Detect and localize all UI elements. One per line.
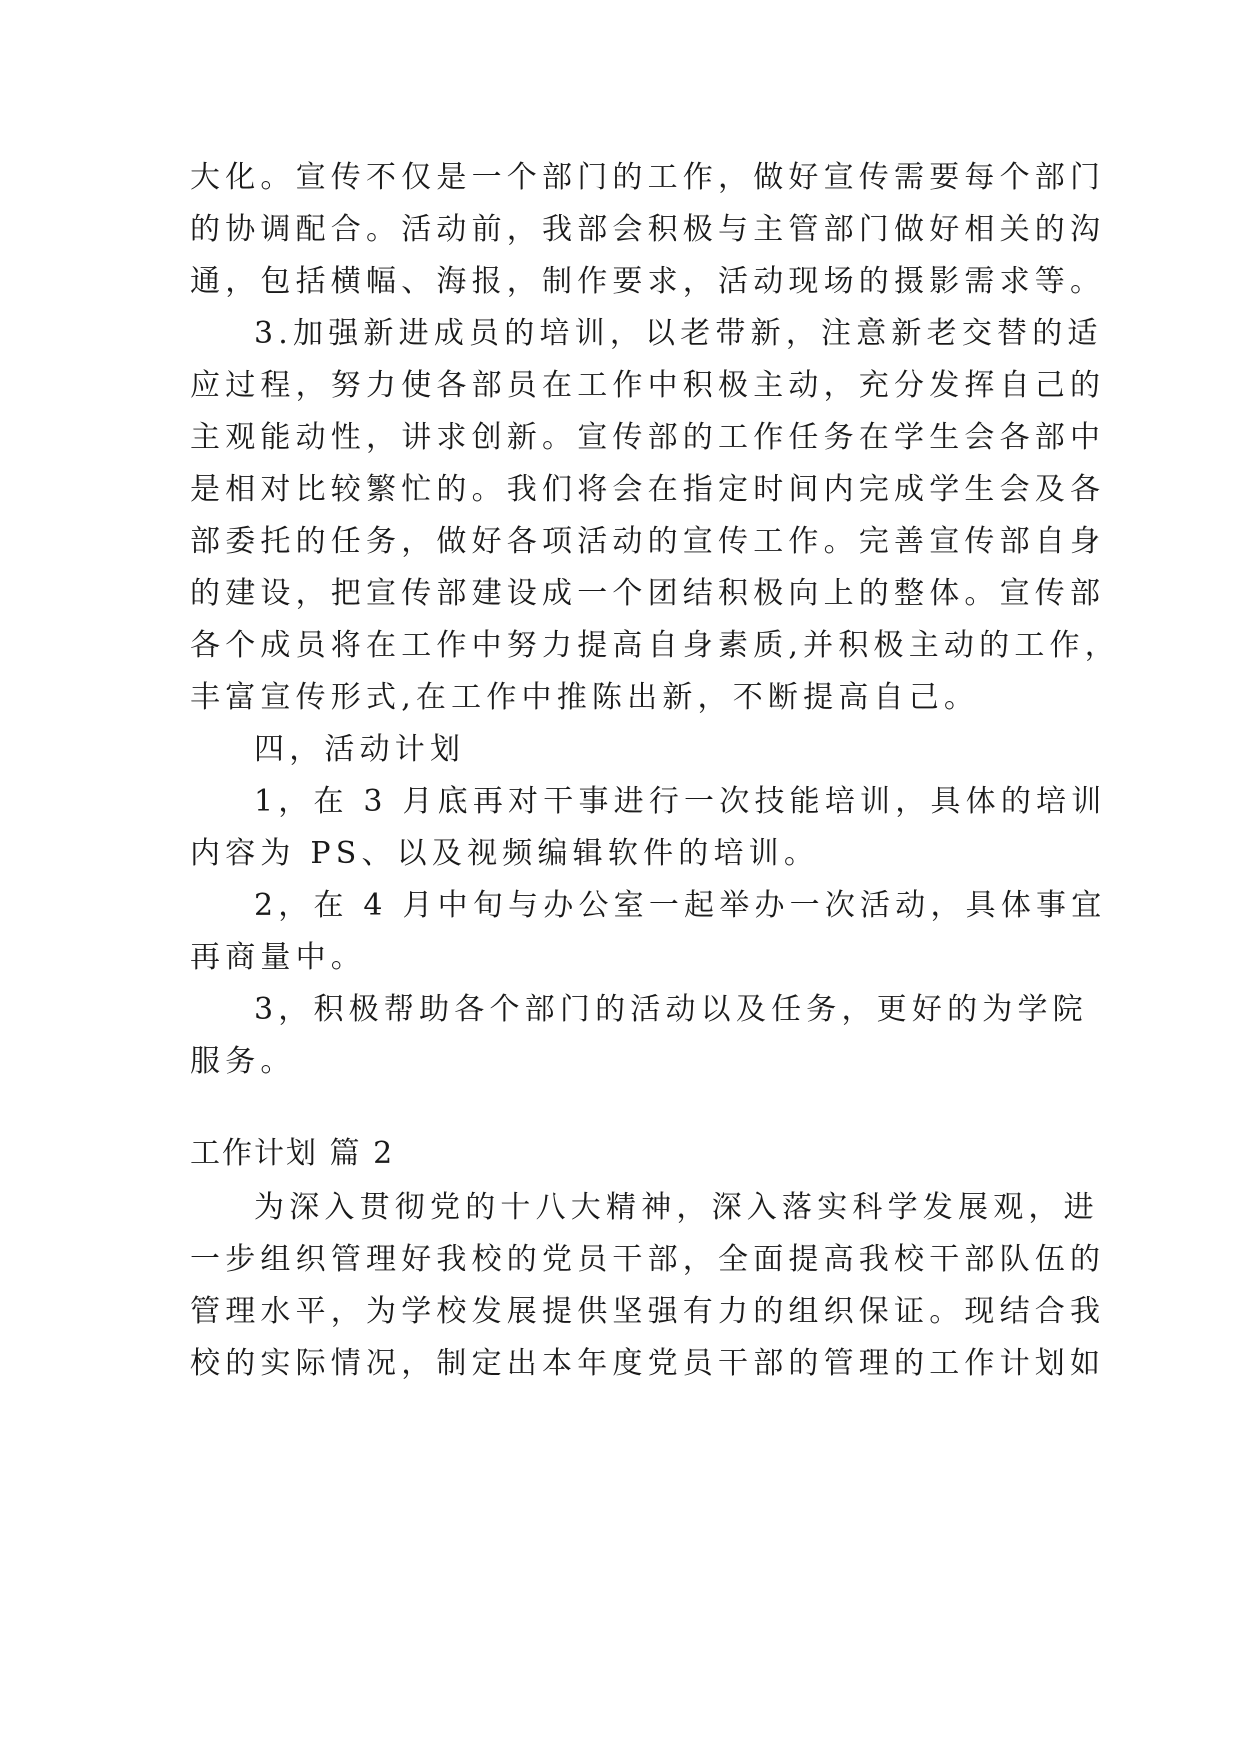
paragraph-line: 是相对比较繁忙的。我们将会在指定时间内完成学生会及各 <box>190 472 1106 507</box>
paragraph-line: 应过程，努力使各部员在工作中积极主动，充分发挥自己的 <box>190 368 1106 403</box>
paragraph-line: 的建设，把宣传部建设成一个团结积极向上的整体。宣传部 <box>190 576 1106 611</box>
paragraph-line: 一步组织管理好我校的党员干部，全面提高我校干部队伍的 <box>190 1242 1106 1277</box>
paragraph-line: 丰富宣传形式,在工作中推陈出新，不断提高自己。 <box>190 680 980 715</box>
paragraph-line: 各个成员将在工作中努力提高自身素质,并积极主动的工作， <box>190 628 1120 663</box>
paragraph-line: 服务。 <box>190 1044 296 1079</box>
paragraph-line: 的协调配合。活动前，我部会积极与主管部门做好相关的沟 <box>190 212 1106 247</box>
paragraph-line: 3，积极帮助各个部门的活动以及任务，更好的为学院 <box>254 992 1088 1027</box>
paragraph-line: 校的实际情况，制定出本年度党员干部的管理的工作计划如 <box>190 1346 1106 1381</box>
section-heading: 四，活动计划 <box>254 732 466 767</box>
paragraph-line: 1，在 3 月底再对干事进行一次技能培训，具体的培训 <box>254 784 1107 819</box>
paragraph-line: 大化。宣传不仅是一个部门的工作，做好宣传需要每个部门 <box>190 160 1106 195</box>
paragraph-line: 3.加强新进成员的培训，以老带新，注意新老交替的适 <box>254 316 1103 351</box>
paragraph-line: 主观能动性，讲求创新。宣传部的工作任务在学生会各部中 <box>190 420 1106 455</box>
paragraph-line: 管理水平，为学校发展提供坚强有力的组织保证。现结合我 <box>190 1294 1106 1329</box>
paragraph-line: 通，包括横幅、海报，制作要求，活动现场的摄影需求等。 <box>190 264 1106 299</box>
paragraph-line: 2，在 4 月中旬与办公室一起举办一次活动，具体事宜 <box>254 888 1107 923</box>
paragraph-line: 为深入贯彻党的十八大精神，深入落实科学发展观，进 <box>254 1190 1099 1225</box>
paragraph-line: 部委托的任务，做好各项活动的宣传工作。完善宣传部自身 <box>190 524 1106 559</box>
paragraph-line: 内容为 PS、以及视频编辑软件的培训。 <box>190 836 820 871</box>
article-heading: 工作计划 篇 2 <box>190 1136 395 1171</box>
paragraph-line: 再商量中。 <box>190 940 366 975</box>
